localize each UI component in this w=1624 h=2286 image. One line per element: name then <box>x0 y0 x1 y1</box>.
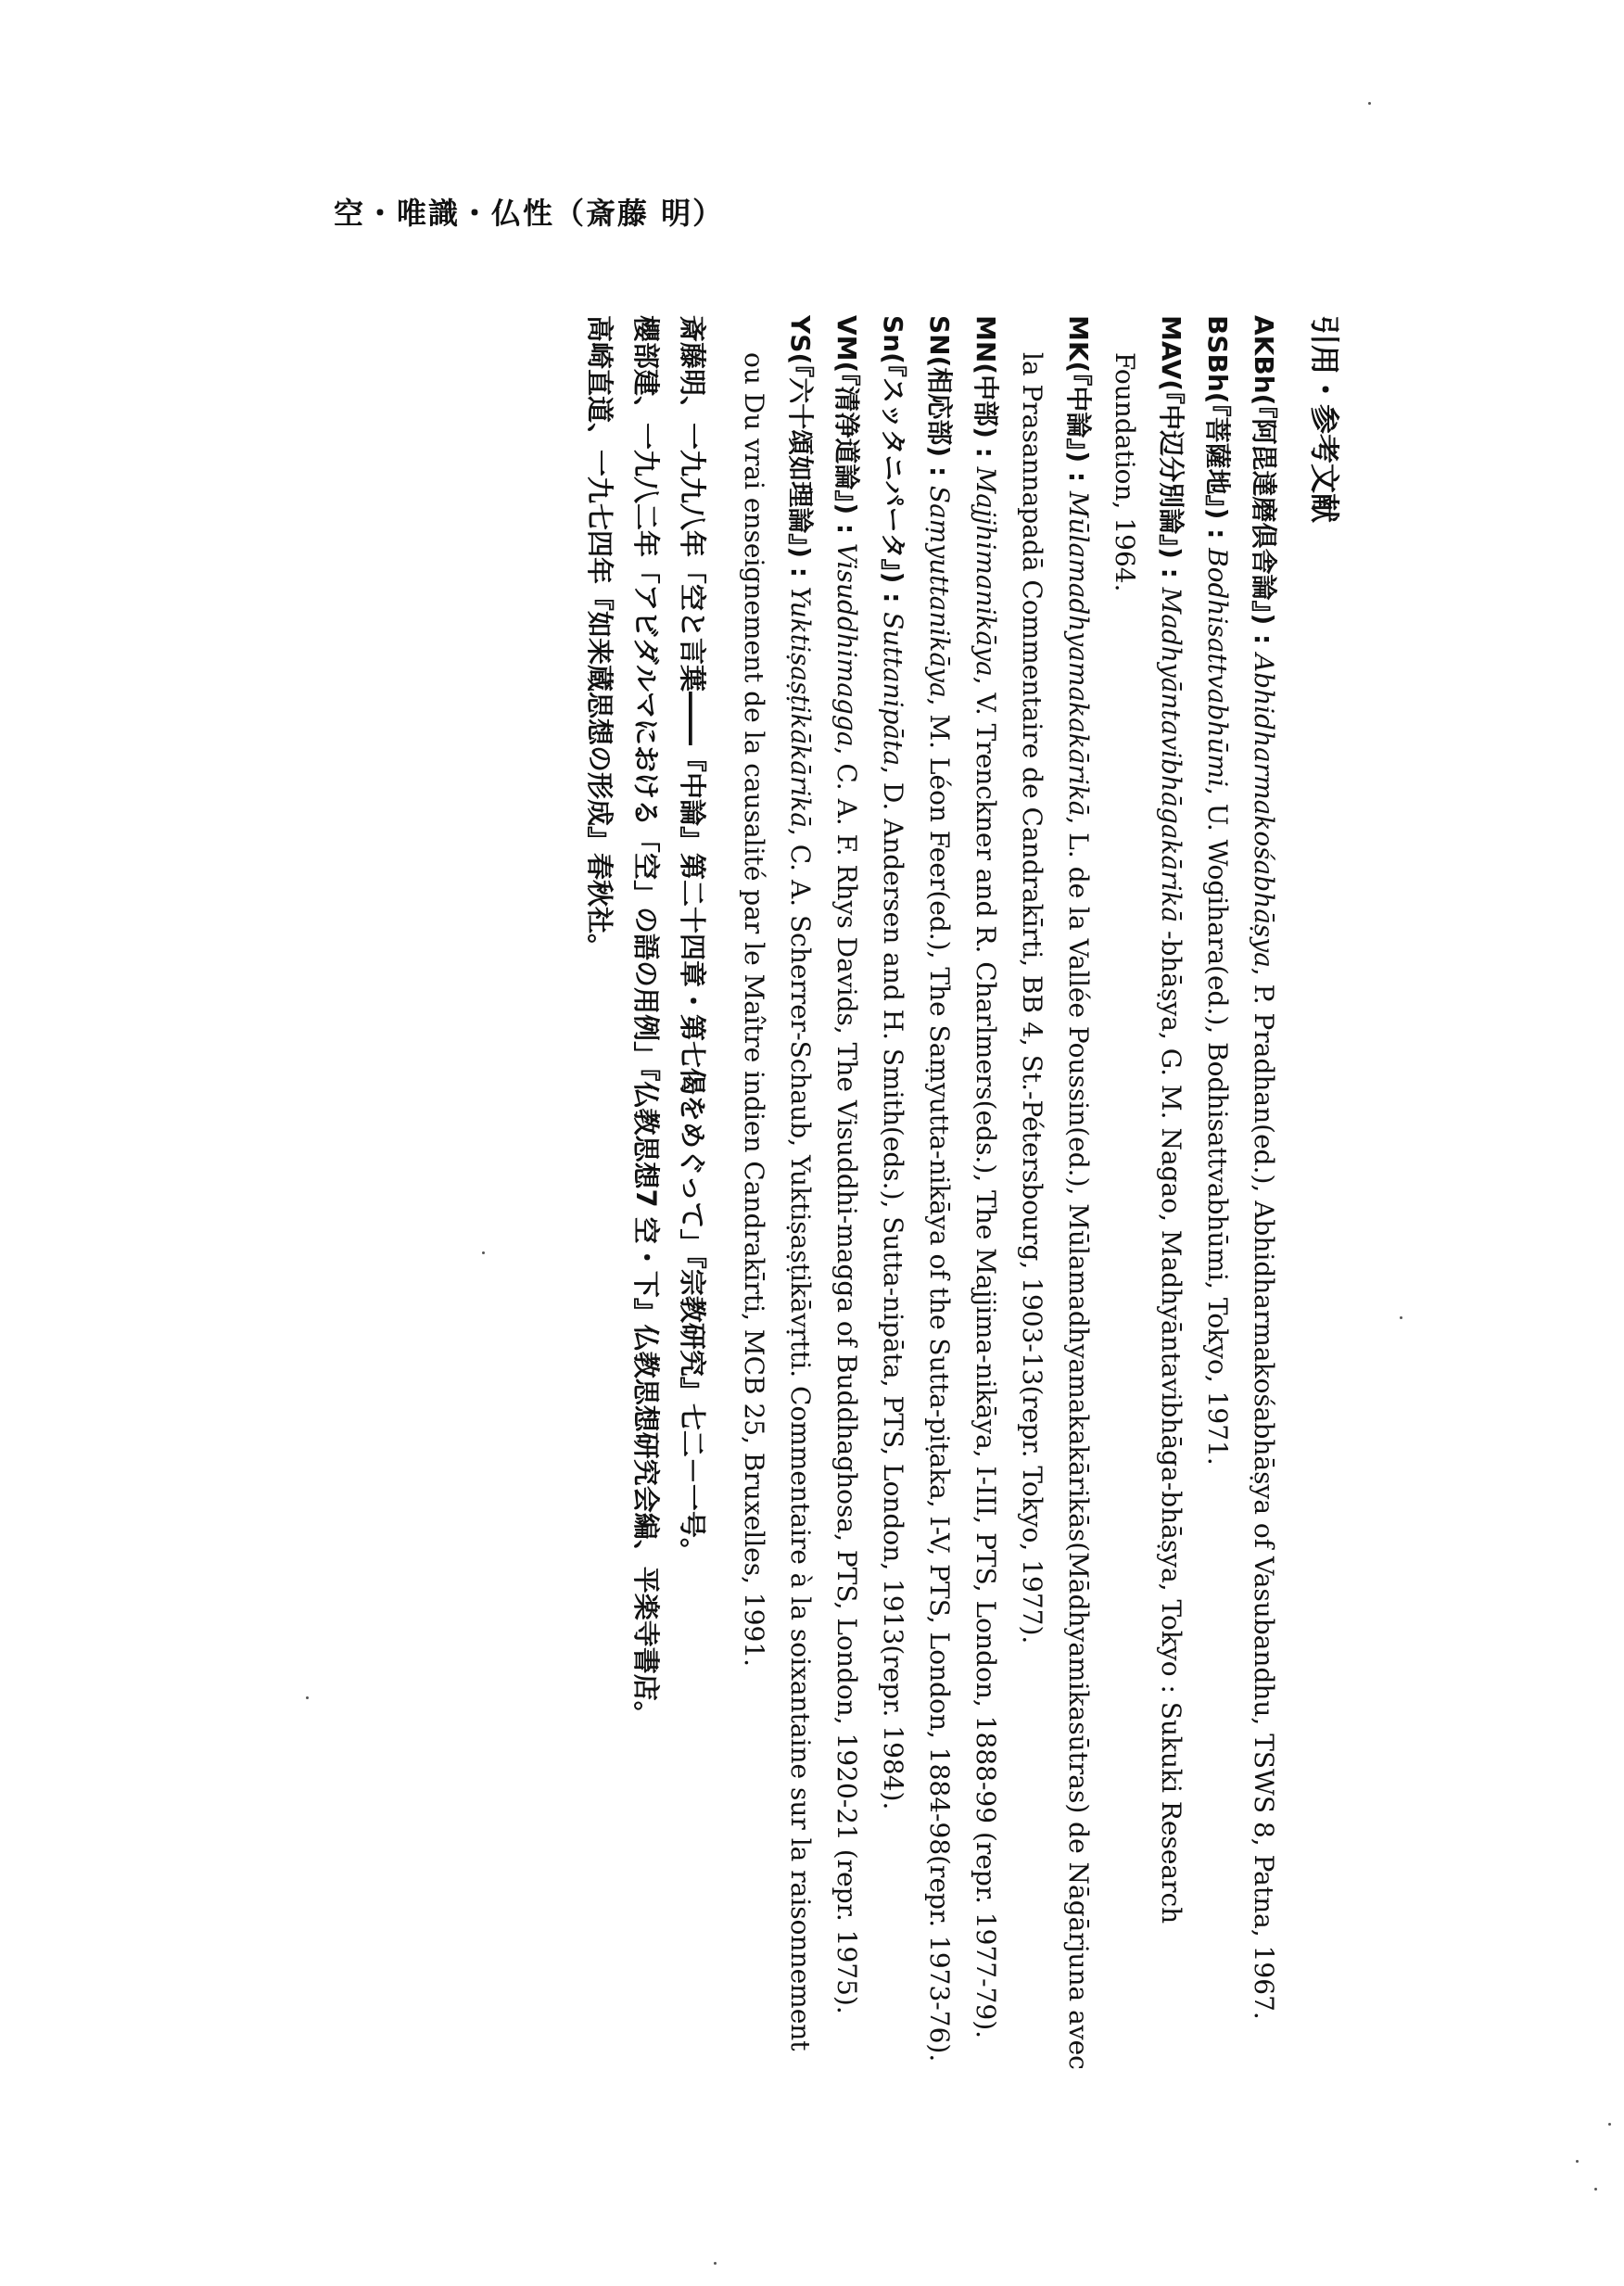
reference-title: Majjhimanikāya <box>971 466 1001 677</box>
reference-details: -bhāṣya, G. M. Nagao, Madhyāntavibhāga-bhāṣya, Tokyo : Sukuki Research Foundation, 1964. <box>1110 352 1186 1924</box>
scan-speck <box>714 2262 717 2265</box>
reference-entry <box>1101 315 1194 2076</box>
reference-abbreviation: BSBh(『菩薩地』) : <box>1202 315 1233 549</box>
scan-speck <box>1576 2160 1579 2163</box>
reference-abbreviation: Sn(『スッタニパータ』) : <box>878 315 908 613</box>
reference-abbreviation: MAV(『中辺分別論』) : <box>1156 315 1186 588</box>
reference-title: Bodhisattvabhūmi <box>1202 548 1233 787</box>
reference-abbreviation: YS(『六十頌如理論』) : <box>785 315 816 587</box>
reference-title: Abhidharmakośabhāṣya <box>1249 653 1279 968</box>
reference-abbreviation: AKBh(『阿毘達磨倶舎論』) : <box>1249 315 1279 654</box>
reference-entry <box>962 315 1009 2076</box>
reference-entry <box>1240 315 1287 2076</box>
reference-abbreviation: MN(中部) : <box>971 315 1001 467</box>
reference-entry <box>1194 315 1240 2076</box>
scan-speck <box>1594 2188 1597 2191</box>
reference-abbreviation: MK(『中論』) : <box>1063 315 1094 491</box>
scan-speck <box>1400 1316 1402 1319</box>
reference-title: Mūlamadhyamakakārikā <box>1063 490 1094 817</box>
reference-title: Yuktiṣaṣṭikākārikā <box>785 586 816 828</box>
reference-title: Saṃyuttanikāya <box>924 485 955 698</box>
reference-title: Suttanipāta <box>878 612 908 767</box>
modern-reference-list <box>577 315 716 2076</box>
reference-entry <box>916 315 962 2076</box>
reference-abbreviation: VM(『清浄道論』) : <box>831 315 862 543</box>
reference-entry <box>869 315 916 2076</box>
classical-reference-list <box>730 315 1287 2076</box>
reference-title: Visuddhimagga <box>831 542 862 747</box>
reference-details: , M. Léon Feer(ed.), The Saṃyutta-nikāya of the Sutta-piṭaka, I-V, PTS, London, 1884-98(repr. 1973-76). <box>924 697 955 2063</box>
reference-details: , L. de la Vallée Poussin(ed.), Mūlamadhyamakakārikās(Mādhyamikasūtras) de Nāgārjuna avec la Prasannapadā Commentaire de Candrakīrti, BB 4, St.-Pétersbourg, 1903-13(repr. Tokyo, 1977). <box>1017 352 1094 2070</box>
reference-details: , C. A. Scherrer-Schaub, Yuktiṣaṣṭikāvṛtti. Commentaire à la soixantaine sur la raisonnement ou Du vrai enseignement de la causalité par le Maître indien Candrakīrti, MCB 25, Bruxelles, 1991. <box>739 352 816 2051</box>
references-title: 引用・参考文献 <box>1307 315 1342 524</box>
references-section <box>577 315 1346 2076</box>
reference-details: , V. Trenckner and R. Charlmers(eds.), The Majjima-nikāya, I-III, PTS, London, 1888-99 (repr. 1977-79). <box>971 676 1001 2039</box>
reference-entry <box>1009 315 1101 2076</box>
reference-details: , C. A. F. Rhys Davids, The Visuddhi-magga of Buddhaghosa, PTS, London, 1920-21 (repr. 1975). <box>831 746 862 2014</box>
running-header-wrapper <box>306 185 352 834</box>
reference-details: , P. Pradhan(ed.), Abhidharmakośabhāṣya of Vasubandhu, TSWS 8, Patna, 1967. <box>1249 967 1279 2020</box>
modern-reference-entry: 斎藤明、一九九八年「空と言葉――『中論』第二十四章・第七偈をめぐって」『宗教研究』七二－一号。 <box>677 315 708 1565</box>
reference-details: , U. Wogihara(ed.), Bodhisattvabhūmi, Tokyo, 1971. <box>1202 787 1233 1466</box>
reference-abbreviation: SN(相応部) : <box>924 315 955 486</box>
scan-speck <box>1608 2123 1611 2126</box>
scan-speck <box>306 1696 309 1699</box>
reference-entry <box>730 315 823 2076</box>
scan-speck <box>1368 102 1371 105</box>
scan-speck <box>482 1251 485 1254</box>
reference-title: Madhyāntavibhāgakārikā <box>1156 587 1186 923</box>
modern-reference-entry: 高崎直道、一九七四年『如来蔵思想の形成』春秋社。 <box>584 315 615 961</box>
reference-entry <box>823 315 869 2076</box>
reference-details: , D. Andersen and H. Smith(eds.), Sutta-nipāta, PTS, London, 1913(repr. 1984). <box>878 766 908 1810</box>
modern-reference-entry: 櫻部建、一九八二年「アビダルマにおける「空」の語の用例」『仏教思想7 空・下』仏教思想研究会編、平楽寺書店。 <box>630 315 662 1728</box>
running-header: 空・唯識・仏性（斎藤 明） <box>334 196 725 231</box>
